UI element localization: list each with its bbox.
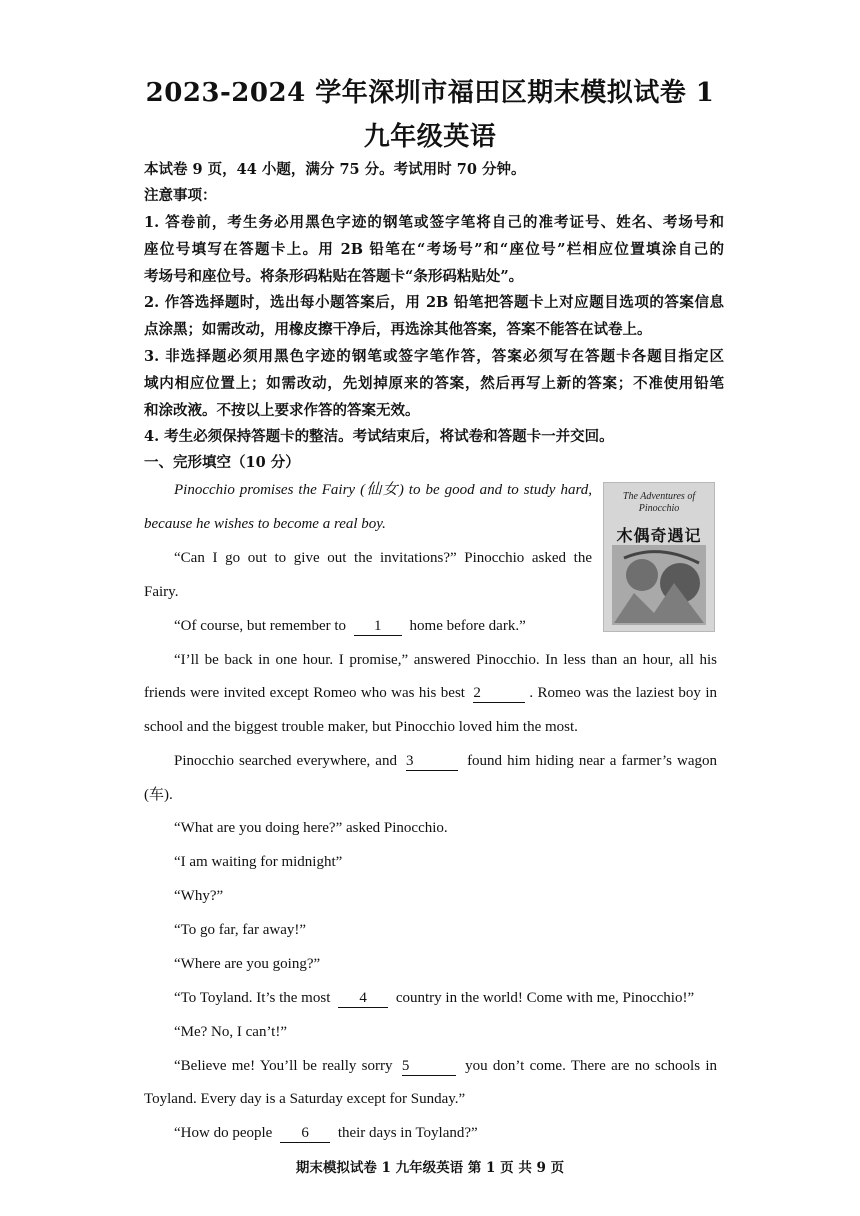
para-2-pre: “Of course, but remember to [174,618,347,634]
dialogue-6-pre: “To Toyland. It’s the most [174,990,331,1006]
note-2-line-1: 2. 作答选择题时，选出每小题答案后，用 2B 铅笔把答题卡上对应题目选项的答案信息 [144,294,724,311]
dialogue-8-pre: “Believe me! You’ll be really sorry [174,1058,393,1074]
para-4-post: found him hiding near a farmer’s wagon [467,753,717,769]
para-3-line-2 [144,683,717,703]
para-4-line-2: (车). [144,787,173,803]
dialogue-7: “Me? No, I can’t!” [174,1024,287,1040]
dialogue-9 [174,1123,478,1143]
note-1-line-1: 1. 答卷前，考生务必用黑色字迹的钢笔或签字笔将自己的准考证号、姓名、考场号和 [144,214,724,231]
dialogue-9-post: their days in Toyland?” [337,1125,478,1141]
book-cover-illustration [603,482,715,632]
note-4: 4. 考生必须保持答题卡的整洁。考试结束后，将试卷和答题卡一并交回。 [144,428,614,445]
dialogue-5: “Where are you going?” [174,956,321,972]
note-3-line-3: 和涂改液。不按以上要求作答的答案无效。 [144,402,420,419]
cover-caption [608,491,710,515]
para-1-line-1: “Can I go out to give out the invitations?” Pinocchio asked the [174,550,592,566]
dialogue-1: “What are you doing here?” asked Pinocchio. [174,820,448,836]
blank-6[interactable]: 6 [280,1124,330,1143]
note-3-line-1: 3. 非选择题必须用黑色字迹的钢笔或签字笔作答，答案必须写在答题卡各题目指定区 [144,348,724,365]
dialogue-8-line-1 [174,1056,717,1076]
dialogue-8-line-2: Toyland. Every day is a Saturday except for Sunday.” [144,1091,466,1107]
para-4-line-1 [174,751,717,771]
section-heading: 一、完形填空（10 分） [144,454,300,471]
intro-line-2: because he wishes to become a real boy. [144,516,386,532]
notes-heading: 注意事项： [144,187,217,204]
dialogue-6 [174,988,694,1008]
para-4-pre: Pinocchio searched everywhere, and [174,753,397,769]
blank-1[interactable]: 1 [354,617,402,636]
blank-4[interactable]: 4 [338,989,388,1008]
note-3-line-2: 域内相应位置上；如需改动，先划掉原来的答案，然后再写上新的答案；不准使用铅笔 [144,375,724,392]
cover-chinese-title: 木偶奇遇记 [616,526,702,545]
dialogue-8-post: you don’t come. There are no schools in [465,1058,717,1074]
note-2-line-2: 点涂黑；如需改动，用橡皮擦干净后，再选涂其他答案，答案不能答在试卷上。 [144,321,652,338]
para-2 [174,616,526,636]
para-3-line-1: “I’ll be back in one hour. I promise,” answered Pinocchio. In less than an hour, all his [174,652,717,668]
dialogue-3: “Why?” [174,888,224,904]
para-2-post: home before dark.” [409,618,526,634]
para-3-pre: friends were invited except Romeo who was his best [144,685,465,701]
page-subtitle: 九年级英语 [363,122,497,152]
note-1-line-3: 考场号和座位号。将条形码粘贴在答题卡“条形码粘贴处”。 [144,268,524,285]
note-1-line-2: 座位号填写在答题卡上。用 2B 铅笔在“考场号”和“座位号”栏相应位置填涂自己的 [144,241,724,258]
blank-3[interactable]: 3 [406,752,458,771]
blank-2[interactable]: 2 [473,684,525,703]
para-3-post: . Romeo was the laziest boy in [529,685,717,701]
para-1-line-2: Fairy. [144,584,179,600]
dialogue-6-post: country in the world! Come with me, Pinocchio!” [395,990,695,1006]
intro-line-1: Pinocchio promises the Fairy (仙女) to be good and to study hard, [174,482,592,498]
para-3-line-3: school and the biggest trouble maker, but Pinocchio loved him the most. [144,719,578,735]
dialogue-4: “To go far, far away!” [174,922,307,938]
dialogue-2: “I am waiting for midnight” [174,854,343,870]
cover-caption-line-1: The Adventures of [622,491,696,502]
cover-caption-line-2: Pinocchio [638,503,680,514]
page-footer: 期末模拟试卷 1 九年级英语 第 1 页 共 9 页 [295,1160,565,1176]
blank-5[interactable]: 5 [402,1057,456,1076]
page-title: 2023-2024 学年深圳市福田区期末模拟试卷 1 [145,78,715,108]
dialogue-9-pre: “How do people [174,1125,273,1141]
exam-info: 本试卷 9 页，44 小题，满分 75 分。考试用时 70 分钟。 [144,161,526,178]
